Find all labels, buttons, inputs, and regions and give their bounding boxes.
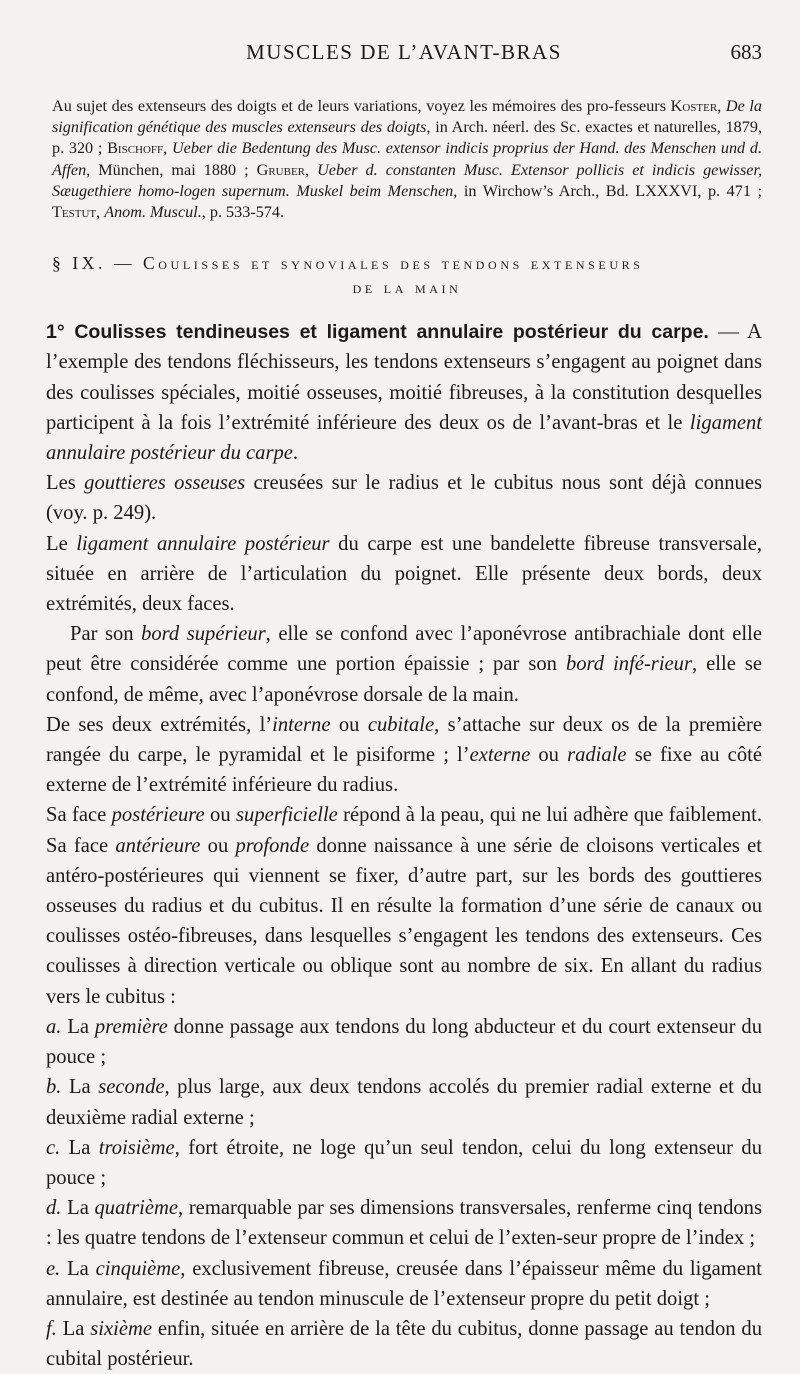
- paragraph-text: Les: [46, 472, 85, 495]
- note-text: ,: [717, 97, 726, 115]
- note-text: ,: [96, 203, 105, 222]
- emphasis: postérieure: [111, 804, 205, 827]
- emphasis: bord infé-rieur: [565, 653, 692, 676]
- emphasis: première: [94, 1015, 168, 1038]
- paragraph-text: , exclusivement fibreuse, creusée dans l’épaisseur même du ligament annulaire, est destinée au tendon minuscule de l’extenseur propre du petit doigt ;: [46, 1257, 762, 1310]
- list-item: [46, 1193, 762, 1253]
- bibliographic-note: [46, 96, 762, 223]
- paragraph-text: A l’exemple des tendons fléchisseurs, les tendons extenseurs s’engagent au poignet dans des coulisses spéciales, moitié osseuses, moitié fibreuses, à la constitution desquelles participent à la fois l’extrémité inférieure des deux os de l’avant-bras et le: [46, 321, 762, 434]
- emphasis: radiale: [567, 744, 627, 767]
- book-page: [46, 40, 762, 1374]
- paragraph-text: , elle se confond avec l’aponévrose antibrachiale dont elle peut être considérée comme une portion épaissie ; par son: [46, 623, 762, 676]
- note-work-title: Ueber die Bedentung des Musc. extensor indicis proprius der Hand. des Menschen und d. Affen: [52, 139, 763, 179]
- list-item: [46, 1012, 762, 1072]
- emphasis: interne: [272, 713, 331, 736]
- paragraph-text: Le: [46, 532, 77, 555]
- emphasis: externe: [469, 744, 531, 767]
- list-item: [46, 1133, 762, 1193]
- paragraph: [46, 468, 762, 528]
- emphasis: cinquième: [95, 1257, 181, 1280]
- section-title: [46, 251, 762, 299]
- paragraph-text: , fort étroite, ne loge qu’un seul tendon, celui du long extenseur du pouce ;: [46, 1136, 762, 1189]
- emphasis: superficielle: [236, 804, 338, 827]
- note-text: , in Arch. néerl. des Sc. exactes et naturelles, 1879, p. 320 ;: [52, 118, 762, 158]
- paragraph: [46, 619, 762, 710]
- emphasis: ligament annulaire postérieur du carpe: [46, 411, 762, 465]
- note-author: Gruber: [256, 160, 306, 179]
- note-text: , München, mai 1880 ;: [86, 160, 257, 179]
- list-letter: c.: [46, 1136, 61, 1159]
- paragraph-text: répond à la peau, qui ne lui adhère que faiblement. Sa face: [46, 804, 763, 857]
- paragraph-text: La: [56, 1317, 91, 1340]
- note-text: , in Wirchow’s Arch., Bd. LXXXVI, p. 471 ;: [453, 181, 762, 200]
- paragraph-text: La: [61, 1076, 99, 1099]
- list-letter: e.: [46, 1257, 61, 1280]
- page-header: [46, 40, 762, 76]
- body-text: [46, 468, 762, 1374]
- paragraph-text: creusées sur le radius et le cubitus nous sont déjà connues (voy. p. 249).: [46, 472, 762, 525]
- paragraph: [46, 529, 762, 620]
- emphasis: quatrième: [94, 1197, 179, 1220]
- paragraph-text: donne naissance à une série de cloisons verticales et antéro-postérieures qui viennent se fixer, d’autre part, sur les bords des gouttieres osseuses du radius et du cubitus. Il en résulte la formation d’une série de canaux ou coulisses ostéo-fibreuses, dans lesquelles s’engagent les tendons des extenseurs. Ces coulisses à direction verticale ou oblique sont au nombre de six. En allant du radius vers le cubitus :: [46, 834, 763, 1008]
- list-letter: b.: [46, 1076, 62, 1099]
- emphasis: antérieure: [115, 834, 201, 857]
- list-item: [46, 1314, 762, 1374]
- paragraph-text: La: [60, 1136, 99, 1159]
- emphasis: troisième: [98, 1136, 175, 1159]
- paragraph-text: ou: [530, 744, 568, 767]
- paragraph-text: .: [292, 442, 299, 465]
- paragraph-text: enfin, située en arrière de la tête du cubitus, donne passage au tendon du cubital postérieur.: [46, 1317, 762, 1371]
- section-title-line: § IX. — Coulisses et synoviales des tendons extenseurs: [52, 253, 644, 274]
- note-text: ,: [305, 160, 318, 179]
- note-text: ,: [163, 139, 172, 158]
- list-letter: a.: [46, 1015, 62, 1038]
- paragraph-text: ou: [204, 804, 237, 827]
- emphasis: sixième: [90, 1317, 153, 1340]
- note-work-title: Ueber d. constanten Musc. Extensor pollicis et indicis gewisser, Sæugethiere homo-logen supernum. Muskel beim Menschen: [52, 160, 762, 200]
- note-author: Testut: [52, 203, 97, 222]
- paragraph-text: ou: [330, 713, 368, 736]
- subsection-heading: 1° Coulisses tendineuses et ligament annulaire postérieur du carpe.: [46, 321, 709, 344]
- emphasis: profonde: [235, 834, 310, 857]
- paragraph-text: ou: [200, 834, 236, 857]
- emphasis: ligament annulaire postérieur: [76, 532, 330, 555]
- paragraph-text: Par son: [70, 623, 142, 646]
- paragraph-text: , s’attache sur deux os de la première rangée du carpe, le pyramidal et le pisiforme ; l’: [46, 713, 762, 767]
- paragraph: [46, 800, 762, 1011]
- paragraph-text: La: [61, 1197, 95, 1220]
- list-item: [46, 1072, 762, 1132]
- emphasis: cubitale: [367, 713, 435, 736]
- paragraph-text: du carpe est une bandelette fibreuse transversale, située en arrière de l’articulation du poignet. Elle présente deux bords, deux extrémités, deux faces.: [46, 532, 762, 616]
- note-text: , p. 533-574.: [201, 203, 285, 222]
- paragraph-text: De ses deux extrémités, l’: [46, 713, 273, 736]
- note-author: Koster: [670, 97, 718, 115]
- emphasis: seconde: [98, 1076, 165, 1099]
- note-work-title: De la signification génétique des muscles extenseurs des doigts: [52, 97, 763, 137]
- paragraph-text: La: [60, 1257, 96, 1280]
- paragraph-text: La: [61, 1015, 95, 1038]
- list-letter: d.: [46, 1197, 62, 1220]
- running-title: MUSCLES DE L’AVANT-BRAS: [246, 40, 562, 64]
- emphasis: bord supérieur: [141, 623, 266, 646]
- note-work-title: Anom. Muscul.: [104, 203, 202, 222]
- note-text: Au sujet des extenseurs des doigts et de leurs variations, voyez les mémoires des pro-fesseurs: [52, 97, 671, 115]
- emphasis: gouttieres osseuses: [84, 472, 246, 495]
- paragraph-text: se fixe au côté externe de l’extrémité inférieure du radius.: [46, 744, 762, 797]
- subsection-paragraph: [46, 317, 762, 468]
- paragraph-text: donne passage aux tendons du long abducteur et du court extenseur du pouce ;: [46, 1015, 762, 1069]
- page-number: 683: [730, 40, 762, 64]
- note-author: Bischoff: [107, 139, 164, 158]
- list-item: [46, 1254, 762, 1314]
- heading-dash: —: [708, 321, 748, 344]
- paragraph-text: , elle se confond, de même, avec l’aponévrose dorsale de la main.: [46, 653, 763, 706]
- paragraph-text: , remarquable par ses dimensions transversales, renferme cinq tendons : les quatre tendons de l’extenseur commun et celui de l’exten-seur propre de l’index ;: [46, 1197, 762, 1250]
- paragraph-text: Sa face: [46, 804, 112, 827]
- list-letter: f.: [46, 1317, 57, 1340]
- paragraph-text: , plus large, aux deux tendons accolés du premier radial externe et du deuxième radial externe ;: [46, 1076, 762, 1129]
- paragraph: [46, 710, 762, 801]
- section-title-line: de la main: [352, 277, 462, 298]
